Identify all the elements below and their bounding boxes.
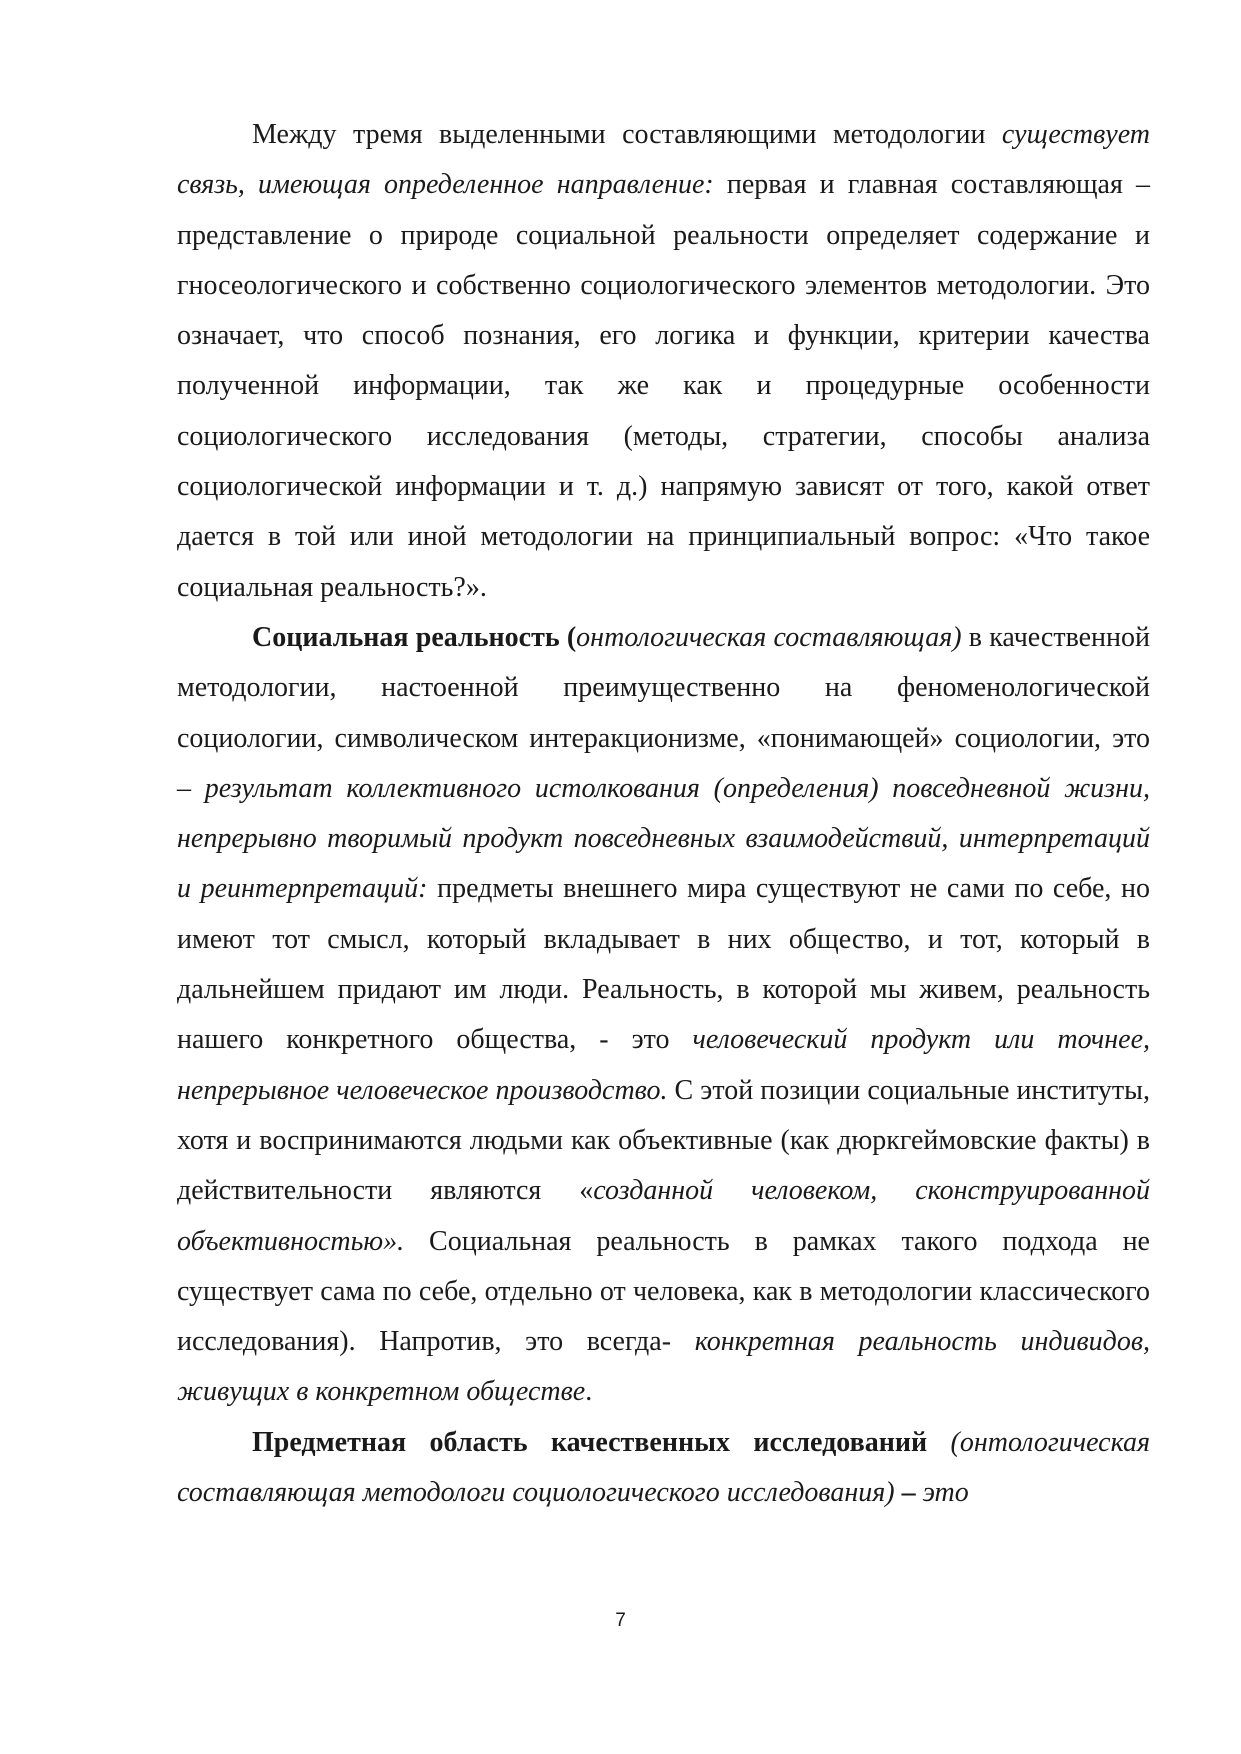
p2-run-12: . [585, 1376, 593, 1408]
body-text [177, 110, 1150, 1518]
p2-run-8: С этой позиции социальные институты, хотя и воспринимаются людьми как объективные (как дюркгеймовские факты) в действительности являются « [177, 1074, 1150, 1207]
p1-italic-run-2: существует связь, имеющая определенное направление: [177, 119, 1150, 201]
p3-italic-run-5: это [922, 1477, 969, 1509]
p2-run-6: предметы внешнего мира существуют не сами по себе, но имеют тот смысл, который вкладывает в них общество, и тот, который в дальнейшем придают им люди. Реальность, в которой мы живем, реальность нашего конкретного общества, - это [177, 873, 1150, 1056]
p1-run-1: Между тремя выделенными составляющими методологии [252, 119, 1002, 150]
p2-bold-term: Социальная реальность [252, 621, 560, 653]
p2-italic-run-11: конкретная реальность индивидов, живущих в конкретном обществе [177, 1326, 1150, 1408]
p3-bold-dash: – [894, 1477, 923, 1509]
p2-italic-run-9: созданной человеком, сконструированной объективностью». [177, 1175, 1150, 1257]
p2-bold-paren: ( [559, 621, 577, 653]
p2-run-4: в качественной методологии, настоенной преимущественно на феноменологической социологии, символическом интеракционизме, «понимающей» социологии, это – [177, 621, 1151, 804]
p2-run-10: Социальная реальность в рамках такого подхода не существует сама по себе, отдельно от человека, как в методологии классического исследования). Напротив, это всегда- [177, 1225, 1150, 1358]
paragraph-2 [177, 613, 1150, 1418]
p2-italic-run-5: результат коллективного истолкования (определения) повседневной жизни, непрерывно творимый продукт повседневных взаимодействий, интерпретаций и реинтерпретаций: [177, 772, 1150, 905]
p1-run-3: первая и главная составляющая – представление о природе социальной реальности определяет содержание и гносеологического и собственно социологического элементов методологии. Это означает, что способ познания, его логика и функции, критерии качества полученной информации, так же как и процедурные особенности социологического исследования (методы, стратегии, способы анализа социологической информации и т. д.) напрямую зависят от того, какой ответ дается в той или иной методологии на принципиальный вопрос: «Что такое социальная реальность?». [177, 169, 1150, 603]
p2-italic-run-3: онтологическая составляющая) [576, 621, 962, 653]
page-number: 7 [615, 1610, 626, 1631]
p3-italic-run-3: (онтологическая составляющая методологи социологического исследования) [177, 1426, 1151, 1509]
paragraph-1 [177, 110, 1150, 613]
p3-run-2 [927, 1427, 950, 1458]
p2-italic-run-7: человеческий продукт или точнее, непрерывное человеческое производство. [177, 1024, 1150, 1106]
paragraph-3 [177, 1418, 1150, 1519]
p3-bold-term: Предметная область качественных исследований [252, 1426, 928, 1458]
